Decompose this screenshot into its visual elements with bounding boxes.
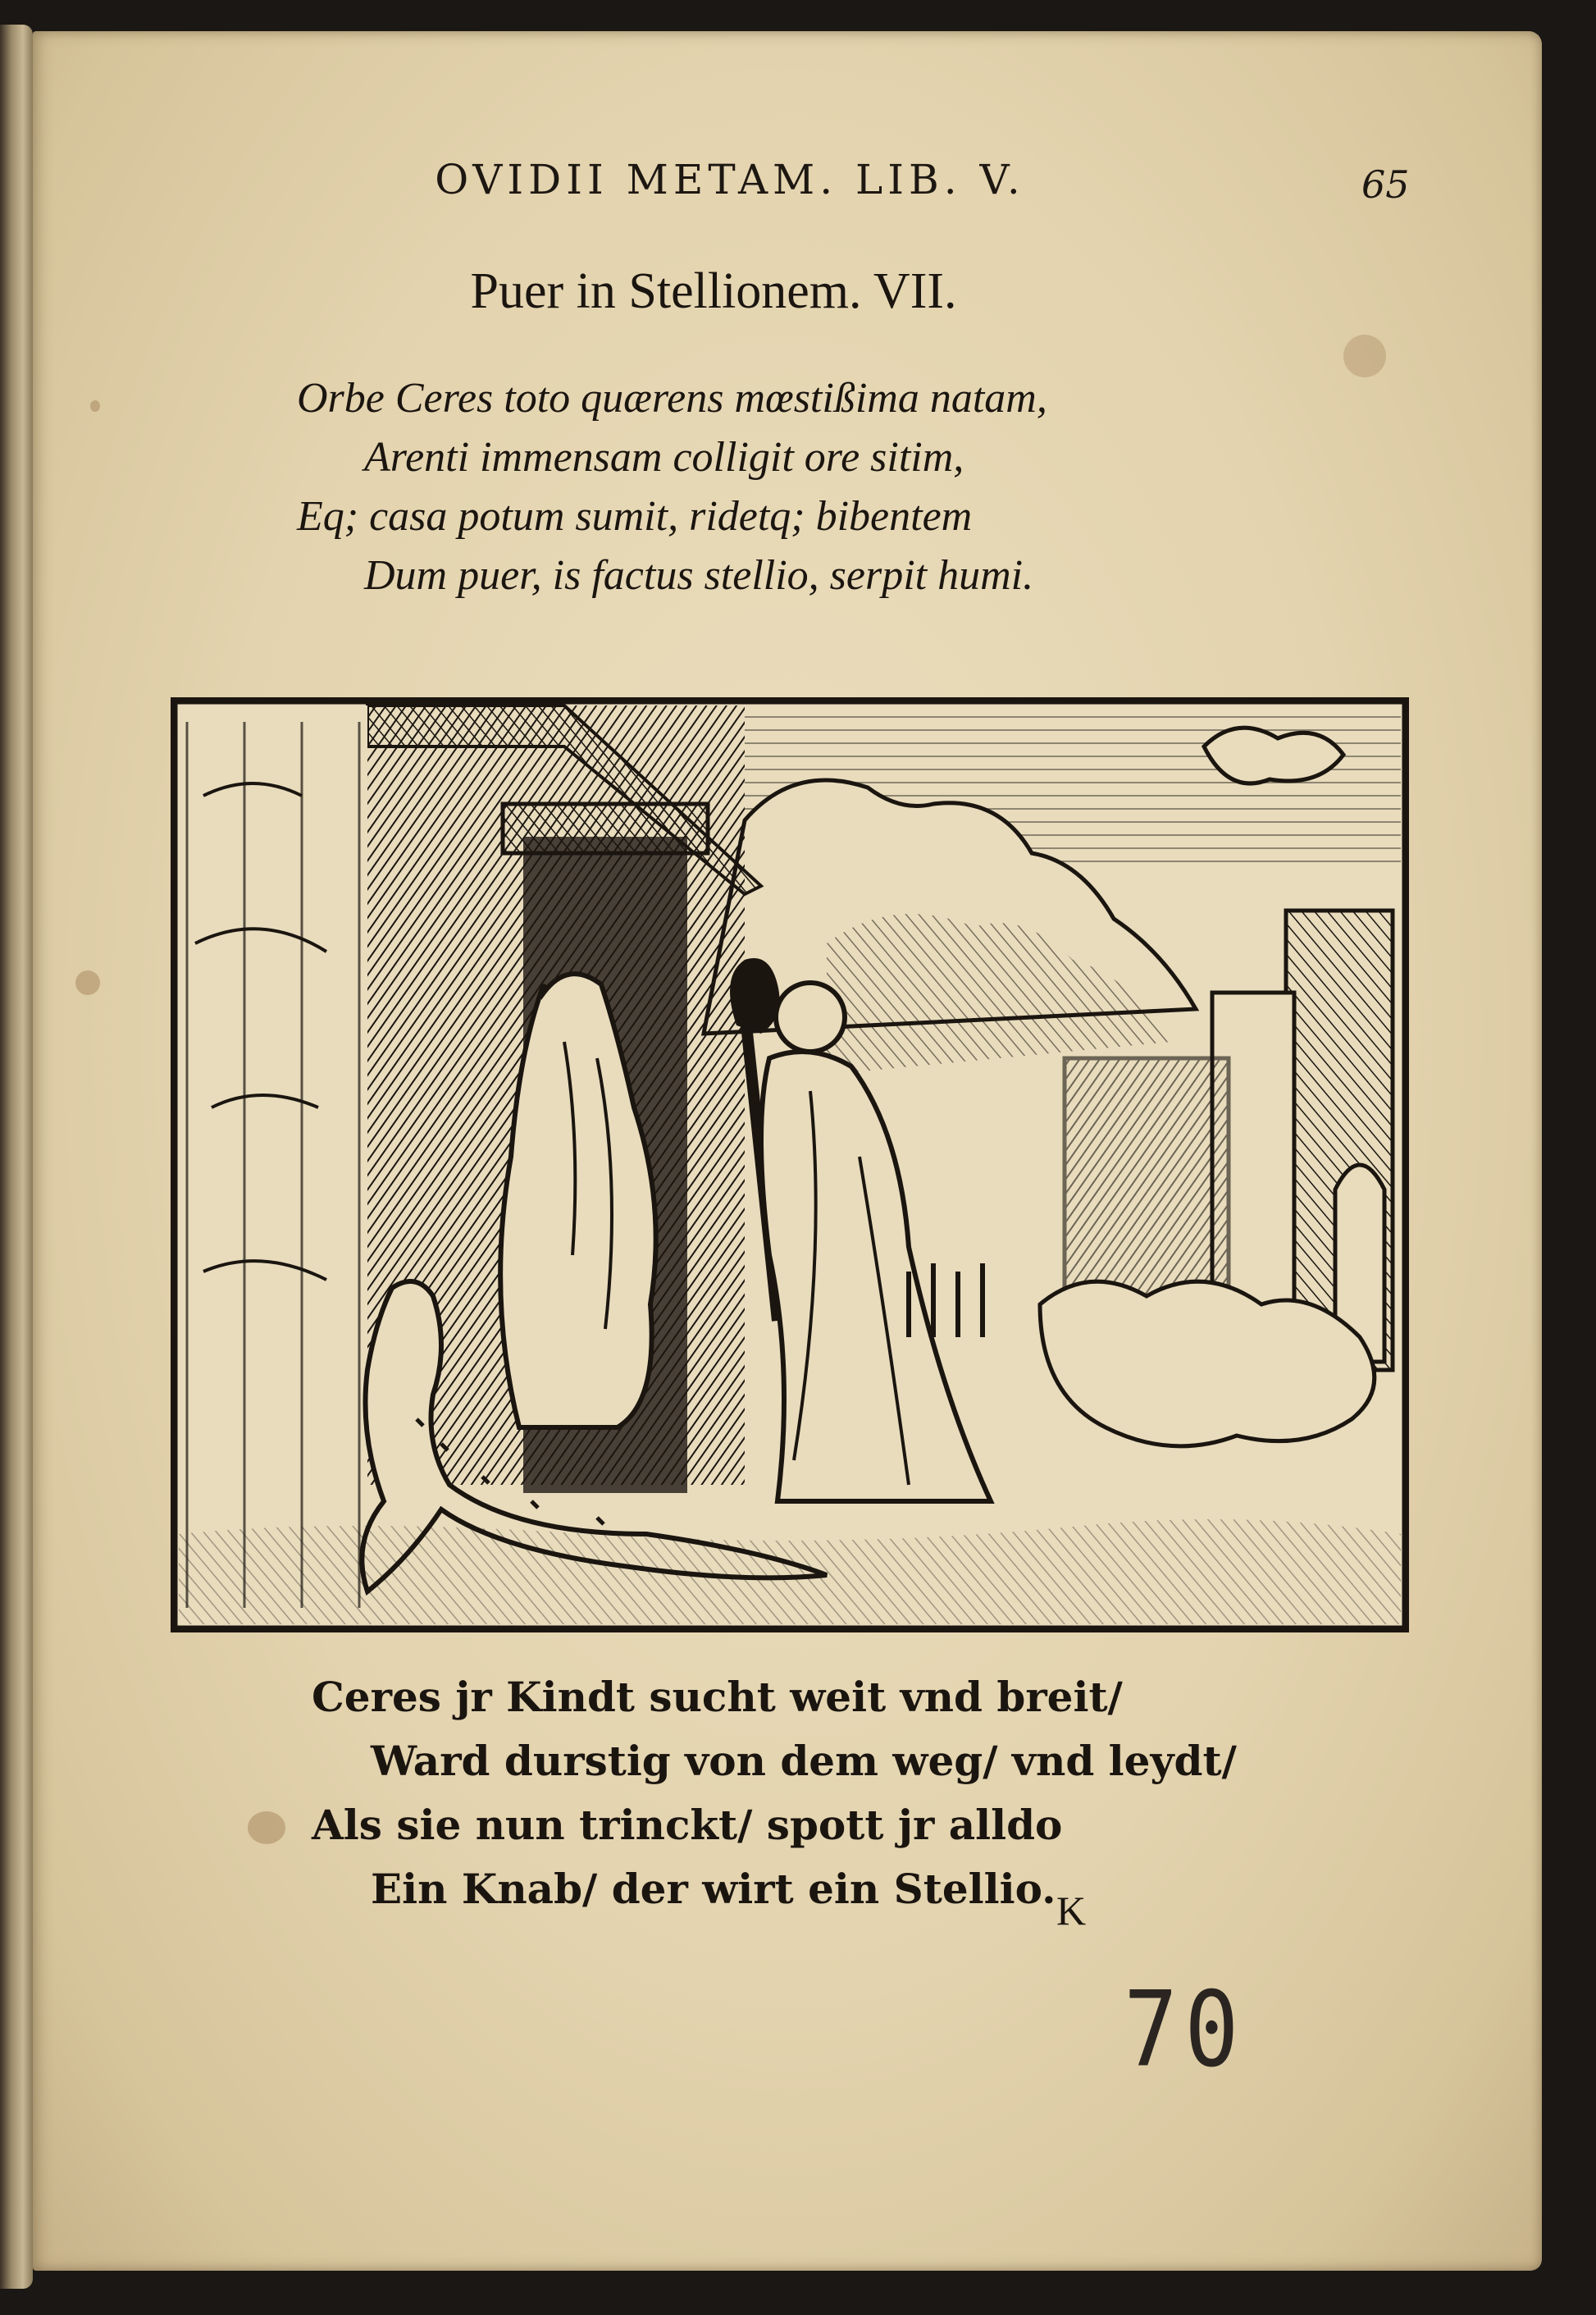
german-verse-block xyxy=(312,1665,1378,1921)
tree-trunk xyxy=(179,705,367,1616)
lintel xyxy=(503,804,708,853)
signature-mark: K xyxy=(1056,1888,1087,1934)
section-title: Puer in Stellionem. VII. xyxy=(470,263,957,319)
ceres-head xyxy=(776,983,845,1052)
latin-verse: Eq; casa potum sumit, ridetq; bibentem xyxy=(297,493,973,540)
latin-verse: Orbe Ceres toto quærens mœstißima natam, xyxy=(297,375,1047,422)
woodcut-illustration xyxy=(171,697,1409,1632)
german-verse: Als sie nun trinckt/ spott jr alldo xyxy=(312,1801,1063,1849)
german-verse: Ein Knab/ der wirt ein Stellio. xyxy=(371,1865,1056,1913)
german-verse: Ward durstig von dem weg/ vnd leydt/ xyxy=(371,1737,1237,1785)
foxing-spot xyxy=(248,1811,285,1844)
foxing-spot xyxy=(90,400,100,412)
latin-verse: Arenti immensam colligit ore sitim, xyxy=(364,434,964,481)
latin-verse: Dum puer, is factus stellio, serpit humi. xyxy=(364,552,1034,599)
running-head: OVIDII METAM. LIB. V. xyxy=(435,156,1025,203)
town-building xyxy=(1065,1058,1229,1304)
foxing-spot xyxy=(75,970,100,995)
german-verse: Ceres jr Kindt sucht weit vnd breit/ xyxy=(312,1673,1123,1721)
left-page-edge xyxy=(0,25,33,2289)
cloud xyxy=(1204,728,1343,783)
library-stamp-number: 70 xyxy=(1124,1969,1246,2090)
latin-epigram xyxy=(297,369,1297,605)
page-number: 65 xyxy=(1361,162,1410,207)
foxing-spot xyxy=(1343,335,1386,377)
